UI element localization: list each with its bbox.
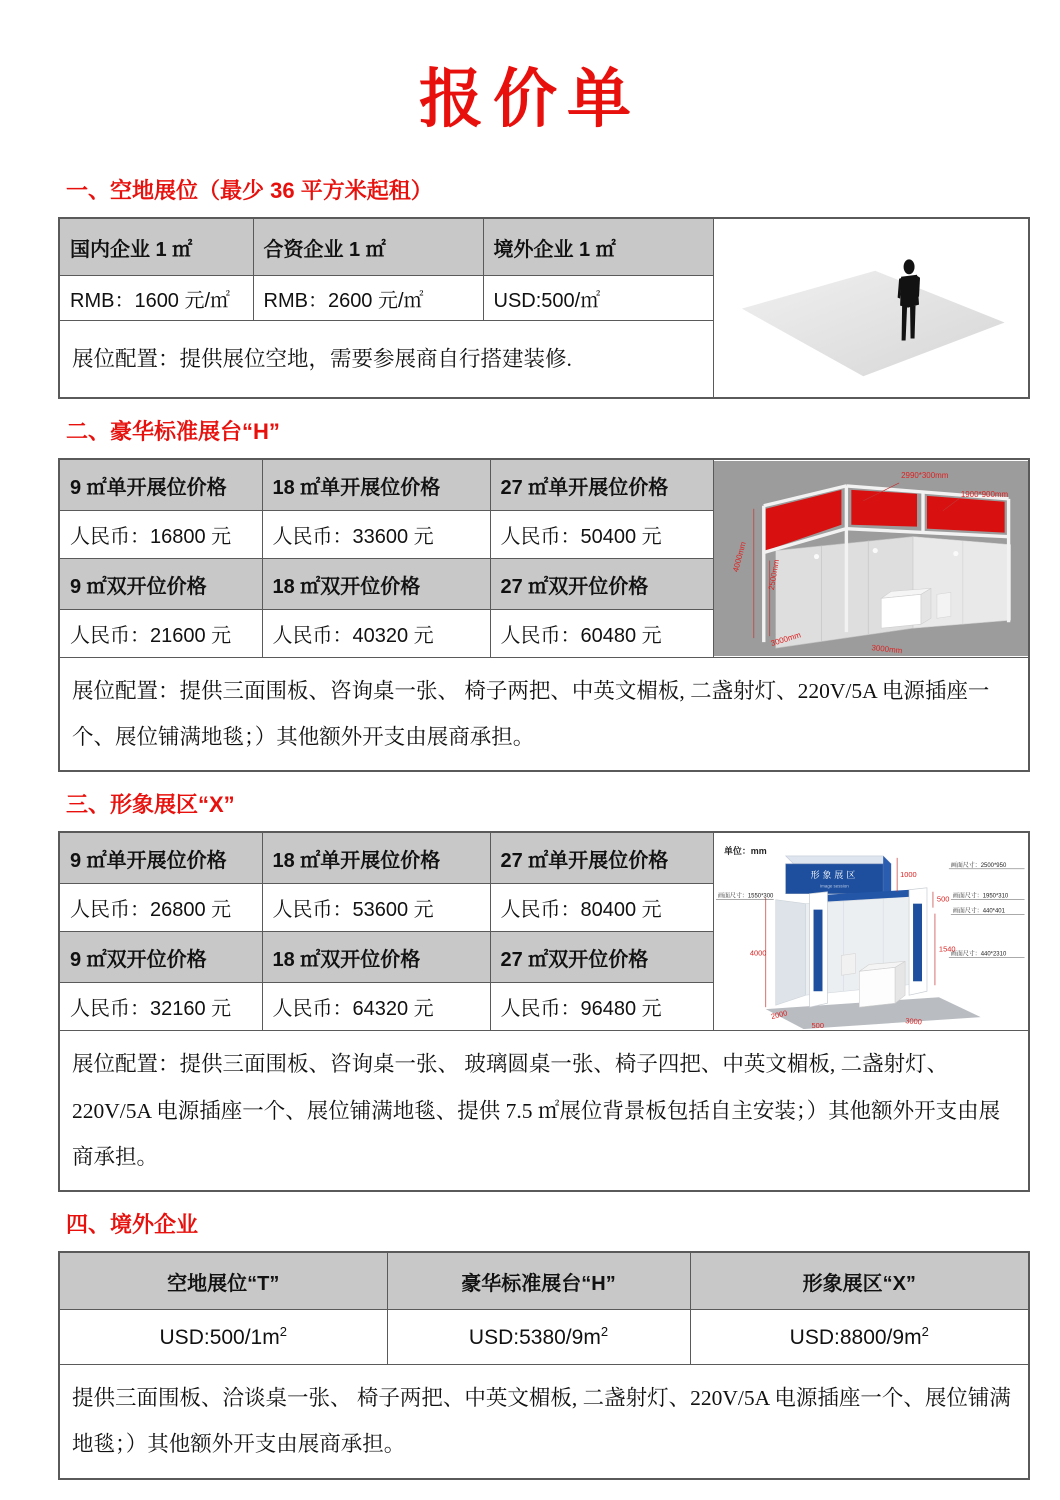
s2-price-9-double: 人民币：21600 元: [59, 610, 262, 658]
s3-price-27-double: 人民币：96480 元: [490, 983, 713, 1031]
s3-header-18-single: 18 ㎡单开展位价格: [262, 832, 490, 884]
table-row: [59, 1365, 1029, 1479]
s3-header-27-double: 27 ㎡双开位价格: [490, 932, 713, 983]
dim-label: 3000mm: [870, 643, 903, 656]
s4-header-open-space: 空地展位“T”: [59, 1252, 387, 1310]
section2-heading: 二、豪华标准展台“H”: [66, 419, 280, 444]
s3-header-18-double: 18 ㎡双开位价格: [262, 932, 490, 983]
page-content: [0, 174, 1028, 1480]
panel-size-label: 画面尺寸：440*401: [952, 909, 1005, 916]
s2-header-27-single: 27 ㎡单开展位价格: [490, 459, 713, 511]
dim-label: 2000: [769, 1008, 788, 1022]
table-row: [59, 218, 1029, 276]
image-zone-booth-image: [714, 834, 1029, 1029]
s2-price-18-double: 人民币：40320 元: [262, 610, 490, 658]
s2-header-27-double: 27 ㎡双开位价格: [490, 559, 713, 610]
s2-price-27-single: 人民币：50400 元: [490, 511, 713, 559]
superscript: 2: [600, 1324, 609, 1340]
s1-header-foreign: 境外企业 1 ㎡: [483, 218, 713, 276]
table-row: [59, 658, 1029, 772]
dim-label: 500: [811, 1021, 824, 1030]
section4-heading: 四、境外企业: [66, 1212, 199, 1238]
standard-booth-image: [714, 461, 1029, 656]
section4-table: [58, 1251, 1030, 1479]
dim-label: 4000mm: [730, 540, 748, 573]
table-row: [59, 1252, 1029, 1310]
s2-price-18-single: 人民币：33600 元: [262, 511, 490, 559]
section3-table: [58, 831, 1030, 1192]
s4-value-open-space: [59, 1310, 387, 1365]
s1-config-text: 展位配置：提供展位空地，需要参展商自行搭建装修.: [59, 321, 713, 399]
s1-price-foreign: USD:500/㎡: [483, 276, 713, 321]
usd-price: USD:500/1m: [159, 1326, 280, 1350]
s3-header-9-double: 9 ㎡双开位价格: [59, 932, 262, 983]
dim-label: 3000mm: [769, 630, 802, 648]
s1-price-domestic: RMB：1600 元/㎡: [59, 276, 253, 321]
table-row: [59, 832, 1029, 884]
page-title: 报价单: [419, 63, 641, 135]
s4-header-standard: 豪华标准展台“H”: [387, 1252, 690, 1310]
dim-label: 4000: [749, 948, 766, 958]
section3-heading: 三、形象展区“X”: [66, 792, 235, 818]
s3-price-9-double: 人民币：32160 元: [59, 983, 262, 1031]
s2-config-text: 展位配置：提供三面围板、咨询桌一张、 椅子两把、中英文楣板, 二盏射灯、220V/5A 电源插座一个、展位铺满地毯；）其他额外开支由展商承担。: [59, 658, 1029, 772]
dim-label: 500: [936, 895, 949, 905]
superscript: 2: [921, 1324, 929, 1340]
s2-header-9-double: 9 ㎡双开位价格: [59, 559, 262, 610]
panel-size-label: 画面尺寸：2500*950: [950, 863, 1006, 870]
s4-header-image-zone: 形象展区“X”: [690, 1252, 1029, 1310]
usd-price: USD:8800/9m: [789, 1326, 922, 1350]
s1-header-domestic: 国内企业 1 ㎡: [59, 218, 253, 276]
s3-price-27-single: 人民币：80400 元: [490, 884, 713, 932]
s3-price-9-single: 人民币：26800 元: [59, 884, 262, 932]
table-row: [59, 1031, 1029, 1191]
s3-price-18-double: 人民币：64320 元: [262, 983, 490, 1031]
s2-price-27-double: 人民币：60480 元: [490, 610, 713, 658]
section2-table: [58, 458, 1030, 772]
s3-price-18-single: 人民币：53600 元: [262, 884, 490, 932]
panel-size-label: 画面尺寸：1950*310: [952, 894, 1008, 901]
table-row: [59, 459, 1029, 511]
s1-header-joint: 合资企业 1 ㎡: [253, 218, 483, 276]
dim-label: 2500mm: [766, 558, 781, 591]
s2-header-9-single: 9 ㎡单开展位价格: [59, 459, 262, 511]
dim-label: 3000: [904, 1016, 922, 1027]
s3-header-27-single: 27 ㎡单开展位价格: [490, 832, 713, 884]
s2-header-18-single: 18 ㎡单开展位价格: [262, 459, 490, 511]
section1-heading: 一、空地展位（最少 36 平方米起租）: [66, 178, 433, 203]
s3-config-text: 展位配置：提供三面围板、咨询桌一张、 玻璃圆桌一张、椅子四把、中英文楣板, 二盏射灯、220V/5A 电源插座一个、展位铺满地毯、提供 7.5 ㎡展位背景板包括自主安装；）其他额外开支由展商承担。: [59, 1031, 1029, 1191]
s2-price-9-single: 人民币：16800 元: [59, 511, 262, 559]
superscript: 2: [279, 1324, 287, 1340]
empty-space-illustration: [713, 218, 1029, 398]
sign-subtext: image session: [819, 884, 849, 890]
s3-header-9-single: 9 ㎡单开展位价格: [59, 832, 262, 884]
sign-text: 形象展区: [810, 870, 858, 881]
dim-label: 1540: [938, 944, 956, 954]
s4-config-text: 提供三面围板、洽谈桌一张、 椅子两把、中英文楣板, 二盏射灯、220V/5A 电源插座一个、展位铺满地毯；）其他额外开支由展商承担。: [59, 1365, 1029, 1479]
usd-price: USD:5380/9m: [468, 1326, 601, 1350]
s1-price-joint: RMB：2600 元/㎡: [253, 276, 483, 321]
section1-table: [58, 217, 1030, 399]
s2-header-18-double: 18 ㎡双开位价格: [262, 559, 490, 610]
table-row: [59, 1310, 1029, 1365]
dim-label: 1000: [899, 870, 917, 880]
unit-label: 单位：mm: [723, 846, 767, 857]
s4-value-standard: [387, 1310, 690, 1365]
standard-booth-illustration: [713, 459, 1029, 658]
panel-size-label: 画面尺寸：1550*300: [717, 894, 773, 901]
dim-label: 1900*900mm: [960, 489, 1008, 499]
s4-value-image-zone: [690, 1310, 1029, 1365]
dim-label: 2990*300mm: [900, 470, 948, 480]
image-zone-illustration: [713, 832, 1029, 1031]
panel-size-label: 画面尺寸：440*2310: [950, 951, 1006, 958]
empty-floor-image: [714, 229, 1029, 386]
